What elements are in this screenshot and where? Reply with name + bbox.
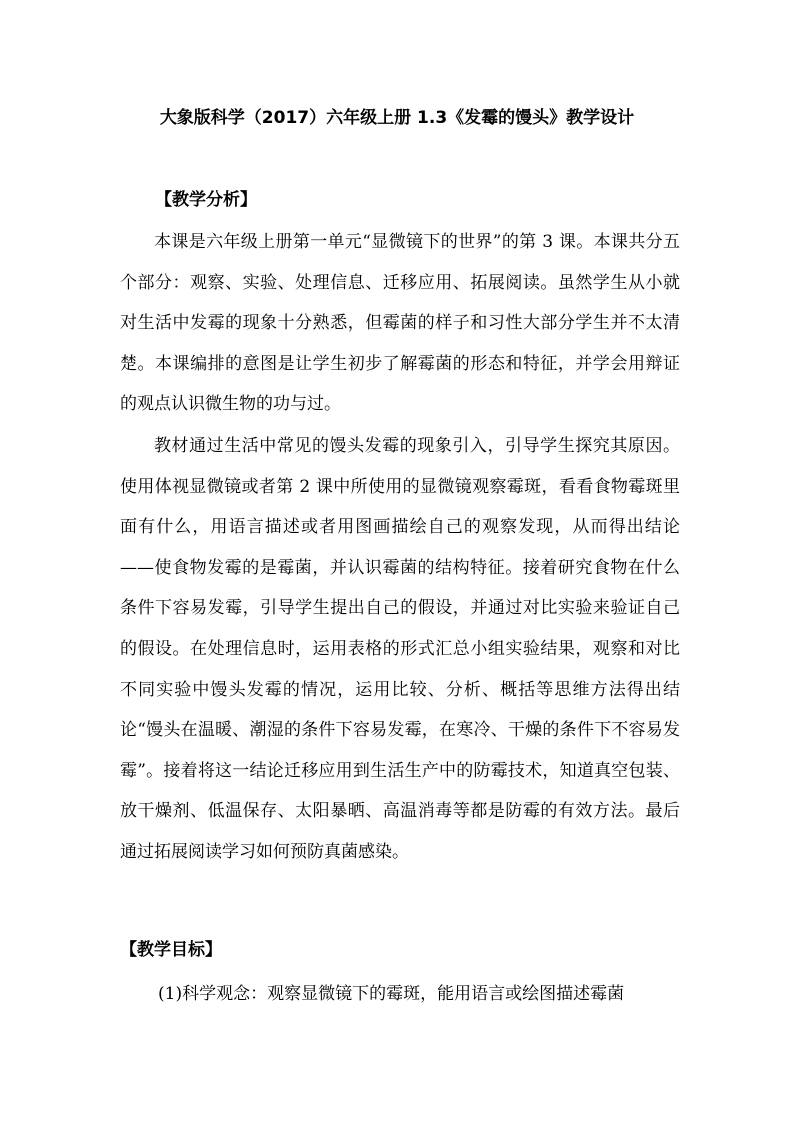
paragraph: 教材通过生活中常见的馒头发霉的现象引入，引导学生探究其原因。使用体视显微镜或者第 2 课中所使用的显微镜观察霉斑，看看食物霉斑里面有什么，用语言描述或者用图画描绘自己的观察发现，从而得出结论——使食物发霉的是霉菌，并认识霉菌的结构特征。接着研究食物在什么条件下容易发霉，引导学生提出自己的假设，并通过对比实验来验证自己的假设。在处理信息时，运用表格的形式汇总小组实验结果，观察和对比不同实验中馒头发霉的情况，运用比较、分析、概括等思维方法得出结论“馒头在温暖、潮湿的条件下容易发霉，在寒冷、干燥的条件下不容易发霉”。接着将这一结论迁移应用到生活生产中的防霉技术，知道真空包装、放干燥剂、低温保存、太阳暴晒、高温消毒等都是防霉的有效方法。最后通过拓展阅读学习如何预防真菌感染。 (120, 436, 680, 862)
paragraph: 本课是六年级上册第一单元“显微镜下的世界”的第 3 课。本课共分五个部分：观察、实验、处理信息、迁移应用、拓展阅读。虽然学生从小就对生活中发霉的现象十分熟悉，但霉菌的样子和习性大部分学生并不太清楚。本课编排的意图是让学生初步了解霉菌的形态和特征，并学会用辩证的观点认识微生物的功与过。 (120, 232, 680, 415)
document-title: 大象版科学（2017）六年级上册 1.3《发霉的馒头》教学设计 (159, 108, 635, 128)
section-heading-teaching-analysis: 【教学分析】 (155, 190, 257, 210)
section-heading-teaching-objectives: 【教学目标】 (120, 940, 222, 960)
paragraph: (1)科学观念：观察显微镜下的霉斑，能用语言或绘图描述霉菌 (158, 984, 625, 1004)
